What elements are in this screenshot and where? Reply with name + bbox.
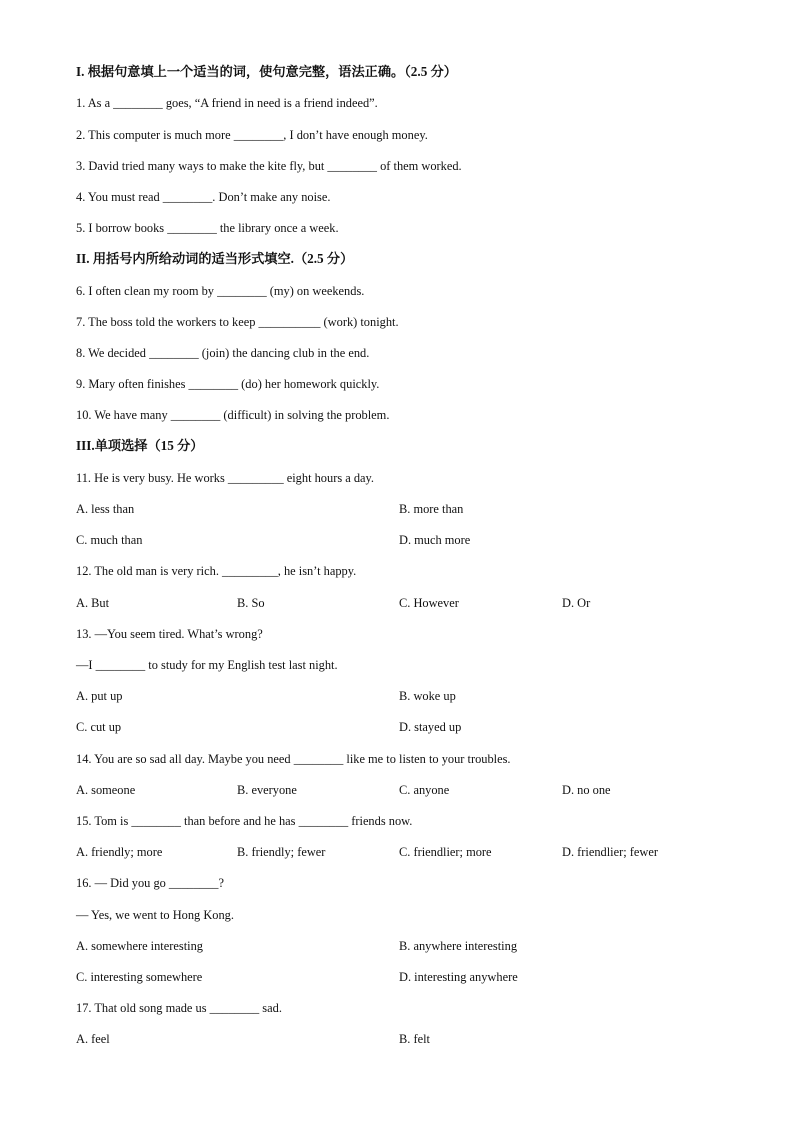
- question-16-prompt: 16. — Did you go ________?: [76, 876, 224, 890]
- option-15-a: A. friendly; more: [76, 845, 163, 859]
- option-11-b: B. more than: [399, 502, 464, 516]
- option-16-d: D. interesting anywhere: [399, 970, 518, 984]
- section-1-heading: I. 根据句意填上一个适当的词，使句意完整，语法正确。（2.5 分）: [76, 64, 457, 79]
- question-16-response: — Yes, we went to Hong Kong.: [76, 908, 234, 922]
- question-2: 2. This computer is much more ________, I don’t have enough money.: [76, 128, 428, 142]
- option-14-b: B. everyone: [237, 783, 297, 797]
- section-3-heading: III.单项选择（15 分）: [76, 438, 204, 453]
- option-11-a: A. less than: [76, 502, 135, 516]
- option-13-a: A. put up: [76, 689, 123, 703]
- option-11-c: C. much than: [76, 533, 143, 547]
- option-16-a: A. somewhere interesting: [76, 939, 203, 953]
- question-17: 17. That old song made us ________ sad.: [76, 1001, 282, 1015]
- question-6: 6. I often clean my room by ________ (my) on weekends.: [76, 284, 365, 298]
- question-15: 15. Tom is ________ than before and he has ________ friends now.: [76, 814, 413, 828]
- option-14-d: D. no one: [562, 783, 611, 797]
- question-14: 14. You are so sad all day. Maybe you need ________ like me to listen to your troubles.: [76, 752, 511, 766]
- question-3: 3. David tried many ways to make the kite fly, but ________ of them worked.: [76, 159, 462, 173]
- question-13-prompt: 13. —You seem tired. What’s wrong?: [76, 627, 263, 641]
- option-13-b: B. woke up: [399, 689, 456, 703]
- option-12-c: C. However: [399, 596, 459, 610]
- option-16-c: C. interesting somewhere: [76, 970, 203, 984]
- option-15-c: C. friendlier; more: [399, 845, 492, 859]
- question-10: 10. We have many ________ (difficult) in solving the problem.: [76, 408, 390, 422]
- question-13-response: —I ________ to study for my English test last night.: [76, 658, 338, 672]
- section-2-heading: II. 用括号内所给动词的适当形式填空.（2.5 分）: [76, 251, 354, 266]
- question-9: 9. Mary often finishes ________ (do) her homework quickly.: [76, 377, 380, 391]
- question-1: 1. As a ________ goes, “A friend in need is a friend indeed”.: [76, 96, 378, 110]
- option-12-b: B. So: [237, 596, 265, 610]
- option-17-b: B. felt: [399, 1032, 430, 1046]
- option-11-d: D. much more: [399, 533, 471, 547]
- option-14-a: A. someone: [76, 783, 136, 797]
- option-15-d: D. friendlier; fewer: [562, 845, 658, 859]
- option-17-a: A. feel: [76, 1032, 110, 1046]
- question-7: 7. The boss told the workers to keep __________ (work) tonight.: [76, 315, 399, 329]
- option-16-b: B. anywhere interesting: [399, 939, 518, 953]
- question-8: 8. We decided ________ (join) the dancing club in the end.: [76, 346, 370, 360]
- option-15-b: B. friendly; fewer: [237, 845, 326, 859]
- question-5: 5. I borrow books ________ the library once a week.: [76, 221, 339, 235]
- question-12: 12. The old man is very rich. _________, he isn’t happy.: [76, 564, 357, 578]
- option-14-c: C. anyone: [399, 783, 450, 797]
- option-13-d: D. stayed up: [399, 720, 462, 734]
- option-12-a: A. But: [76, 596, 110, 610]
- option-12-d: D. Or: [562, 596, 591, 610]
- question-11: 11. He is very busy. He works _________ eight hours a day.: [76, 471, 375, 485]
- question-4: 4. You must read ________. Don’t make any noise.: [76, 190, 331, 204]
- option-13-c: C. cut up: [76, 720, 122, 734]
